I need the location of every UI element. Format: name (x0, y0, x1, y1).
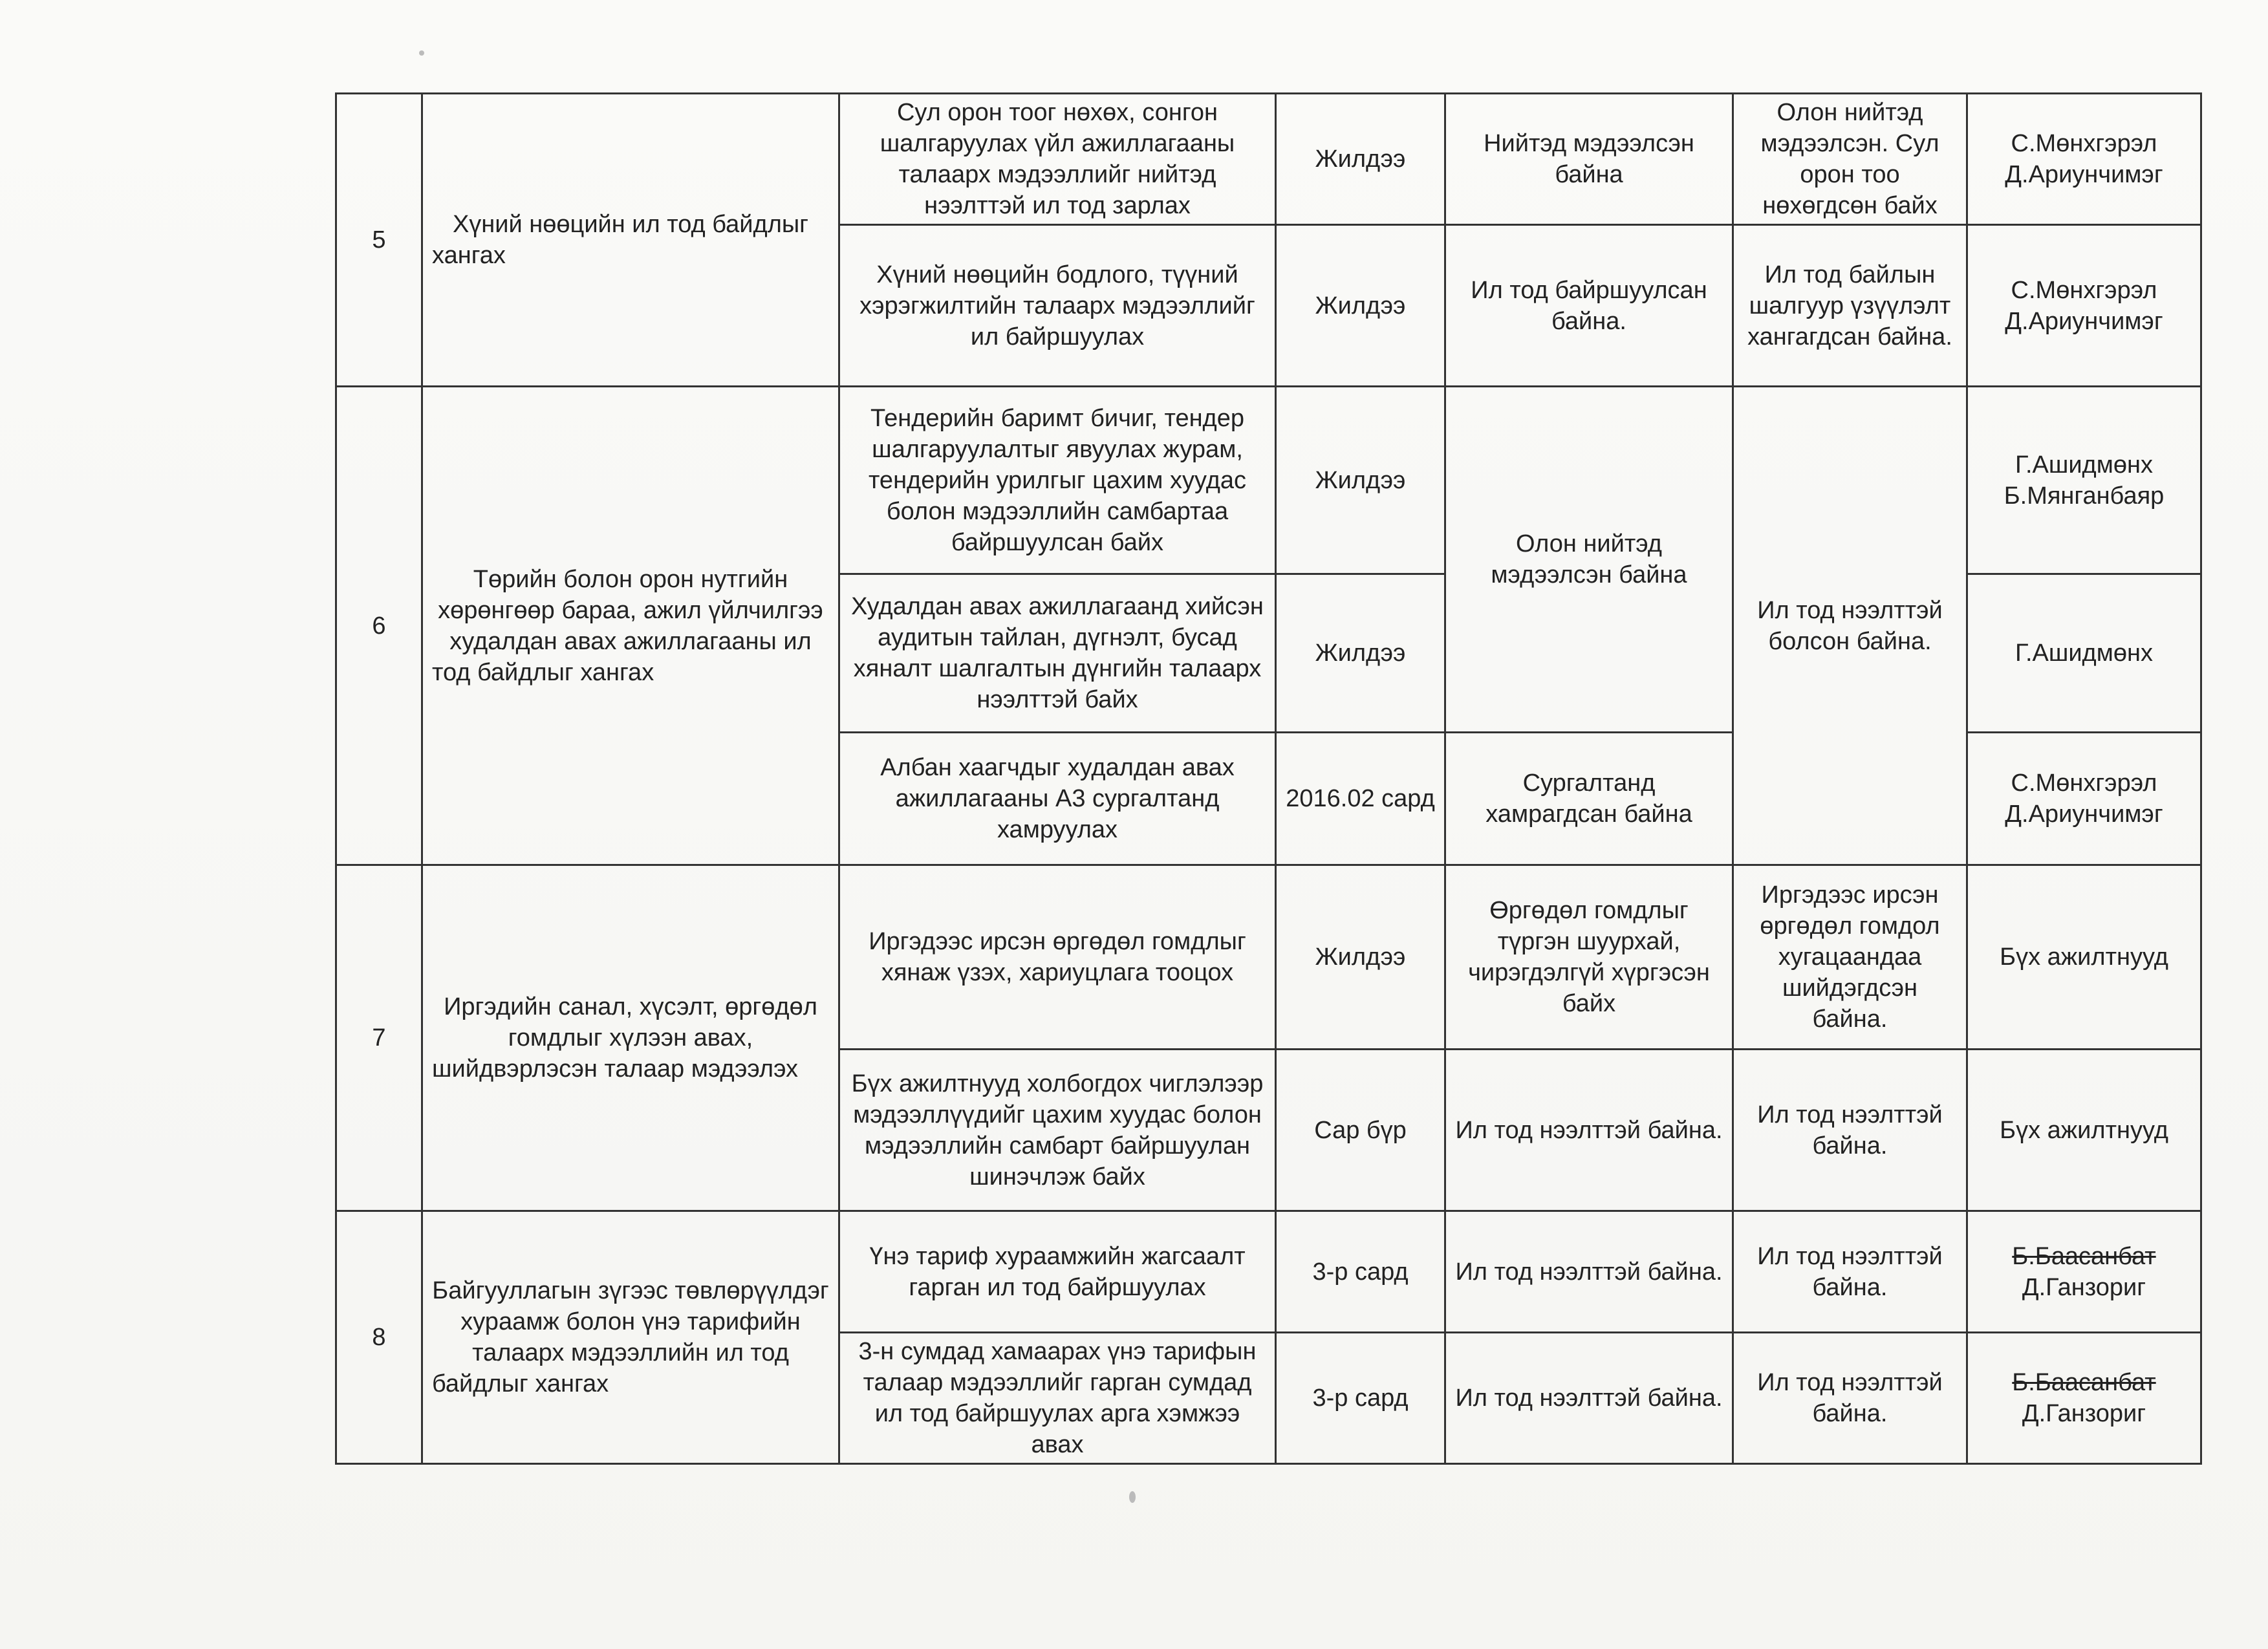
responsible-name-struck: Б.Баасанбат (2012, 1369, 2156, 1396)
responsible-name: Д.Ариунчимэг (2005, 161, 2163, 188)
responsible-cell (1967, 1050, 2201, 1211)
table-row (336, 94, 2201, 225)
time-cell: Жилдээ (1276, 865, 1445, 1050)
goal-cell: Төрийн болон орон нутгийн хөрөнгөөр бараа, ажил үйлчилгээ худалдан авах ажиллагааны ил тод байдлыг хангах (422, 387, 839, 865)
responsible-cell (1967, 733, 2201, 865)
responsible-cell (1967, 574, 2201, 733)
time-cell: Сар бүр (1276, 1050, 1445, 1211)
criteria-cell: Ил тод нээлттэй байна. (1733, 1050, 1967, 1211)
time-cell: Жилдээ (1276, 225, 1445, 387)
activity-cell: Албан хаагчдыг худалдан авах ажиллагааны А3 сургалтанд хамруулах (839, 733, 1276, 865)
goal-cell: Хүний нөөцийн ил тод байдлыг хангах (422, 94, 839, 387)
responsible-cell (1967, 94, 2201, 225)
time-cell: 3-р сард (1276, 1333, 1445, 1464)
criteria-cell: Ил тод нээлттэй болсон байна. (1733, 387, 1967, 865)
responsible-cell (1967, 225, 2201, 387)
activity-cell: 3-н сумдад хамаарах үнэ тарифын талаар мэдээллийг гарган сумдад ил тод байршуулах арга хэмжээ авах (839, 1333, 1276, 1464)
criteria-cell: Иргэдээс ирсэн өргөдөл гомдол хугацаандаа шийдэгдсэн байна. (1733, 865, 1967, 1050)
goal-cell: Байгууллагын зүгээс төвлөрүүлдэг хураамж болон үнэ тарифийн талаарх мэдээллийн ил тод байдлыг хангах (422, 1211, 839, 1464)
result-cell: Сургалтанд хамрагдсан байна (1445, 733, 1733, 865)
activity-cell: Хүний нөөцийн бодлого, түүний хэрэгжилтийн талаарх мэдээллийг ил байршуулах (839, 225, 1276, 387)
criteria-cell: Ил тод нээлттэй байна. (1733, 1211, 1967, 1333)
responsible-name: Д.Ариунчимэг (2005, 307, 2163, 335)
responsible-name: С.Мөнхгэрэл (2011, 130, 2157, 157)
row-number: 7 (336, 865, 422, 1211)
result-cell: Ил тод нээлттэй байна. (1445, 1050, 1733, 1211)
result-cell: Олон нийтэд мэдээлсэн байна (1445, 387, 1733, 733)
responsible-name: Д.Ганзориг (2022, 1273, 2146, 1301)
responsible-name-struck: Б.Баасанбат (2012, 1242, 2156, 1270)
table-row (336, 865, 2201, 1050)
time-cell: 3-р сард (1276, 1211, 1445, 1333)
table-row (336, 387, 2201, 574)
responsible-name: Г.Ашидмөнх (2015, 640, 2153, 667)
time-cell: 2016.02 сард (1276, 733, 1445, 865)
activity-cell: Худалдан авах ажиллагаанд хийсэн аудитын тайлан, дүгнэлт, бусад хяналт шалгалтын дүнгийн талаарх нээлттэй байх (839, 574, 1276, 733)
responsible-name: С.Мөнхгэрэл (2011, 276, 2157, 304)
activity-cell: Үнэ тариф хураамжийн жагсаалт гарган ил тод байршуулах (839, 1211, 1276, 1333)
result-cell: Ил тод байршуулсан байна. (1445, 225, 1733, 387)
criteria-cell: Олон нийтэд мэдээлсэн. Сул орон тоо нөхөгдсөн байх (1733, 94, 1967, 225)
table-row (336, 1211, 2201, 1333)
result-cell: Нийтэд мэдээлсэн байна (1445, 94, 1733, 225)
responsible-name: Д.Ариунчимэг (2005, 801, 2163, 828)
activity-cell: Иргэдээс ирсэн өргөдөл гомдлыг хянаж үзэх, хариуцлага тооцох (839, 865, 1276, 1050)
responsible-name: Бүх ажилтнууд (2000, 1116, 2168, 1144)
row-number: 5 (336, 94, 422, 387)
action-plan-table (335, 92, 2202, 1465)
responsible-name: С.Мөнхгэрэл (2011, 770, 2157, 797)
scan-speck (419, 50, 424, 56)
scan-speck (1129, 1491, 1136, 1503)
goal-cell: Иргэдийн санал, хүсэлт, өргөдөл гомдлыг хүлээн авах, шийдвэрлэсэн талаар мэдээлэх (422, 865, 839, 1211)
result-cell: Өргөдөл гомдлыг түргэн шуурхай, чирэгдэлгүй хүргэсэн байх (1445, 865, 1733, 1050)
criteria-cell: Ил тод нээлттэй байна. (1733, 1333, 1967, 1464)
responsible-cell (1967, 387, 2201, 574)
time-cell: Жилдээ (1276, 387, 1445, 574)
activity-cell: Бүх ажилтнууд холбогдох чиглэлээр мэдээллүүдийг цахим хуудас болон мэдээллийн самбарт байршуулан шинэчлэж байх (839, 1050, 1276, 1211)
responsible-name: Б.Мянганбаяр (2003, 482, 2165, 510)
responsible-name: Г.Ашидмөнх (2015, 451, 2153, 479)
responsible-cell (1967, 1333, 2201, 1464)
time-cell: Жилдээ (1276, 574, 1445, 733)
responsible-cell (1967, 865, 2201, 1050)
responsible-name: Д.Ганзориг (2022, 1400, 2146, 1427)
activity-cell: Тендерийн баримт бичиг, тендер шалгаруулалтыг явуулах журам, тендерийн урилгыг цахим хуудас болон мэдээллийн самбартаа байршуулсан байх (839, 387, 1276, 574)
responsible-name: Бүх ажилтнууд (2000, 943, 2168, 971)
activity-cell: Сул орон тоог нөхөх, сонгон шалгаруулах үйл ажиллагааны талаарх мэдээллийг нийтэд нээлттэй ил тод зарлах (839, 94, 1276, 225)
row-number: 6 (336, 387, 422, 865)
row-number: 8 (336, 1211, 422, 1464)
responsible-cell (1967, 1211, 2201, 1333)
criteria-cell: Ил тод байлын шалгуур үзүүлэлт хангагдсан байна. (1733, 225, 1967, 387)
time-cell: Жилдээ (1276, 94, 1445, 225)
result-cell: Ил тод нээлттэй байна. (1445, 1211, 1733, 1333)
result-cell: Ил тод нээлттэй байна. (1445, 1333, 1733, 1464)
